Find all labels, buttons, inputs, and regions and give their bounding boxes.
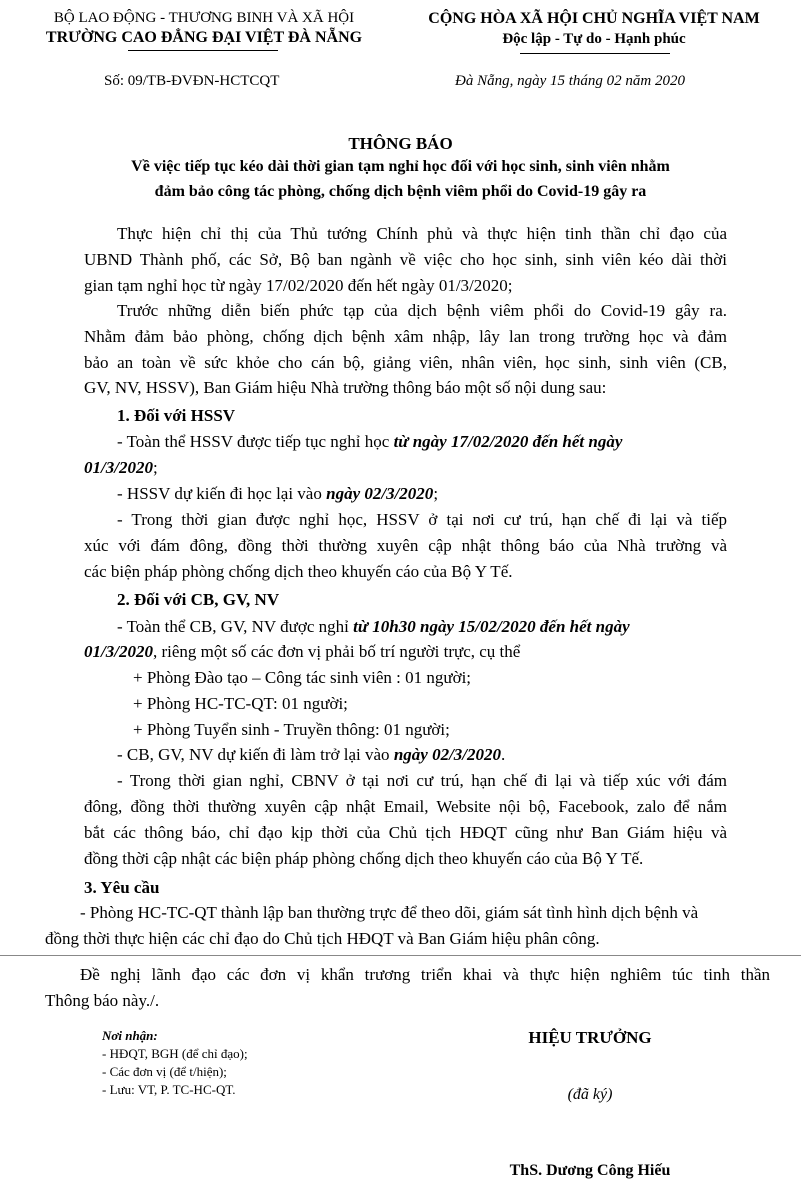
duty-office-admin: + Phòng HC-TC-QT: 01 người; (133, 694, 348, 713)
section3-heading: 3. Yêu cầu (84, 878, 160, 897)
header-underline-left (128, 50, 278, 51)
section3-line2: đồng thời thực hiện các chỉ đạo do Chủ tịch HĐQT và Ban Giám hiệu phân công. (45, 929, 600, 948)
recipients-label: Nơi nhận: (102, 1028, 158, 1043)
section1-item1-end: ; (152, 458, 158, 477)
recipient-item: - HĐQT, BGH (để chỉ đạo); (102, 1046, 248, 1061)
section1-heading: 1. Đối với HSSV (117, 406, 236, 425)
section1-item3-line3: các biện pháp phòng chống dịch theo khuyến cáo của Bộ Y Tế. (84, 562, 513, 581)
intro-p1-line2: UBND Thành phố, các Sở, Bộ ban ngành về việc cho học sinh, sinh viên kéo dài thời (84, 250, 727, 269)
intro-p2-line1: Trước những diễn biến phức tạp của dịch bệnh viêm phổi do Covid-19 gây ra. (117, 301, 727, 320)
signer-name: ThS. Dương Công Hiếu (509, 1162, 671, 1179)
intro-p2-line3: bảo an toàn về sức khỏe cho cán bộ, giảng viên, nhân viên, học sinh, sinh viên (CB, (84, 353, 727, 372)
ministry-name: BỘ LAO ĐỘNG - THƯƠNG BINH VÀ XÃ HỘI (53, 10, 355, 26)
recipient-item: - Lưu: VT, P. TC-HC-QT. (102, 1082, 236, 1097)
section2-item2-end: . (501, 745, 506, 764)
signed-note: (đã ký) (567, 1086, 613, 1103)
section2-item2-text: - CB, GV, NV dự kiến đi làm trở lại vào (117, 745, 394, 764)
section2-item3-line2: đông, đồng thời thường xuyên cập nhật Email, Website nội bộ, Facebook, zalo để nắm (84, 797, 727, 816)
section1-item1-line2 (84, 458, 727, 478)
school-name: TRƯỜNG CAO ĐẲNG ĐẠI VIỆT ĐÀ NẴNG (45, 29, 363, 46)
intro-p1-line1: Thực hiện chỉ thị của Thủ tướng Chính phủ và thực hiện tinh thần chỉ đạo của (117, 224, 727, 243)
page-divider (0, 955, 801, 956)
document-number: Số: 09/TB-ĐVĐN-HCTCQT (104, 73, 280, 89)
closing-line1: Đề nghị lãnh đạo các đơn vị khẩn trương triển khai và thực hiện nghiêm túc tinh thần (80, 965, 770, 984)
section2-item3-line4: đồng thời cập nhật các biện pháp phòng chống dịch theo khuyến cáo của Bộ Y Tế. (84, 849, 644, 868)
place-date: Đà Nẵng, ngày 15 tháng 02 năm 2020 (455, 73, 685, 89)
section2-item1-date: từ 10h30 ngày 15/02/2020 đến hết ngày (353, 617, 630, 636)
duty-office-training: + Phòng Đào tạo – Công tác sinh viên : 01 người; (133, 668, 472, 687)
duty-office-admissions: + Phòng Tuyển sinh - Truyền thông: 01 người; (133, 720, 450, 739)
section2-item1-line2 (84, 642, 727, 662)
section2-item1-end: , riêng một số các đơn vị phải bố trí người trực, cụ thể (152, 642, 521, 661)
section1-item1-line1 (117, 432, 727, 452)
section2-heading: 2. Đối với CB, GV, NV (117, 590, 280, 609)
section1-item3-line1: - Trong thời gian được nghỉ học, HSSV ở tại nơi cư trú, hạn chế đi lại và tiếp (117, 510, 727, 529)
intro-p2-line2: Nhằm đảm bảo phòng, chống dịch bệnh xâm nhập, lây lan trong trường học và đảm (84, 327, 727, 346)
section1-item3-line2: xúc với đám đông, đồng thời thường xuyên cập nhật thông báo của Nhà trường và (84, 536, 727, 555)
section2-item1-date-end: 01/3/2020 (84, 642, 153, 661)
country-name: CỘNG HÒA XÃ HỘI CHỦ NGHĨA VIỆT NAM (428, 10, 760, 27)
notice-heading: THÔNG BÁO (348, 134, 453, 153)
section2-item2 (117, 745, 727, 765)
section3-line1: - Phòng HC-TC-QT thành lập ban thường trực để theo dõi, giám sát tình hình dịch bệnh và (80, 903, 699, 922)
section2-item1-text: - Toàn thể CB, GV, NV được nghỉ (117, 617, 354, 636)
notice-subject-line-2: đảm bảo công tác phòng, chống dịch bệnh viêm phổi do Covid-19 gây ra (154, 183, 647, 200)
national-motto: Độc lập - Tự do - Hạnh phúc (502, 31, 686, 47)
section2-item3-line1: - Trong thời gian nghỉ, CBNV ở tại nơi cư trú, hạn chế đi lại và tiếp xúc với đám (117, 771, 727, 790)
section1-item1-date-end: 01/3/2020 (84, 458, 153, 477)
section1-item2-date: ngày 02/3/2020 (326, 484, 434, 503)
header-underline-right (520, 53, 670, 54)
section2-item3-line3: bắt các thông báo, chỉ đạo kịp thời của Chủ tịch HĐQT cũng như Ban Giám hiệu và (84, 823, 727, 842)
notice-subject-line-1: Về việc tiếp tục kéo dài thời gian tạm nghỉ học đối với học sinh, sinh viên nhằm (131, 158, 670, 175)
section1-item2-end: ; (433, 484, 439, 503)
closing-line2: Thông báo này./. (45, 991, 160, 1010)
recipient-item: - Các đơn vị (để t/hiện); (102, 1064, 227, 1079)
section1-item1-date: từ ngày 17/02/2020 đến hết ngày (393, 432, 623, 451)
intro-p1-line3: gian tạm nghỉ học từ ngày 17/02/2020 đến hết ngày 01/3/2020; (84, 276, 513, 295)
section1-item1-text: - Toàn thể HSSV được tiếp tục nghỉ học (117, 432, 394, 451)
section2-item2-date: ngày 02/3/2020 (393, 745, 502, 764)
intro-p2-line4: GV, NV, HSSV), Ban Giám hiệu Nhà trường thông báo một số nội dung sau: (84, 378, 607, 397)
signer-title: HIỆU TRƯỞNG (528, 1028, 652, 1047)
section1-item2 (117, 484, 727, 504)
section1-item2-text: - HSSV dự kiến đi học lại vào (117, 484, 327, 503)
section2-item1-line1 (117, 617, 727, 637)
